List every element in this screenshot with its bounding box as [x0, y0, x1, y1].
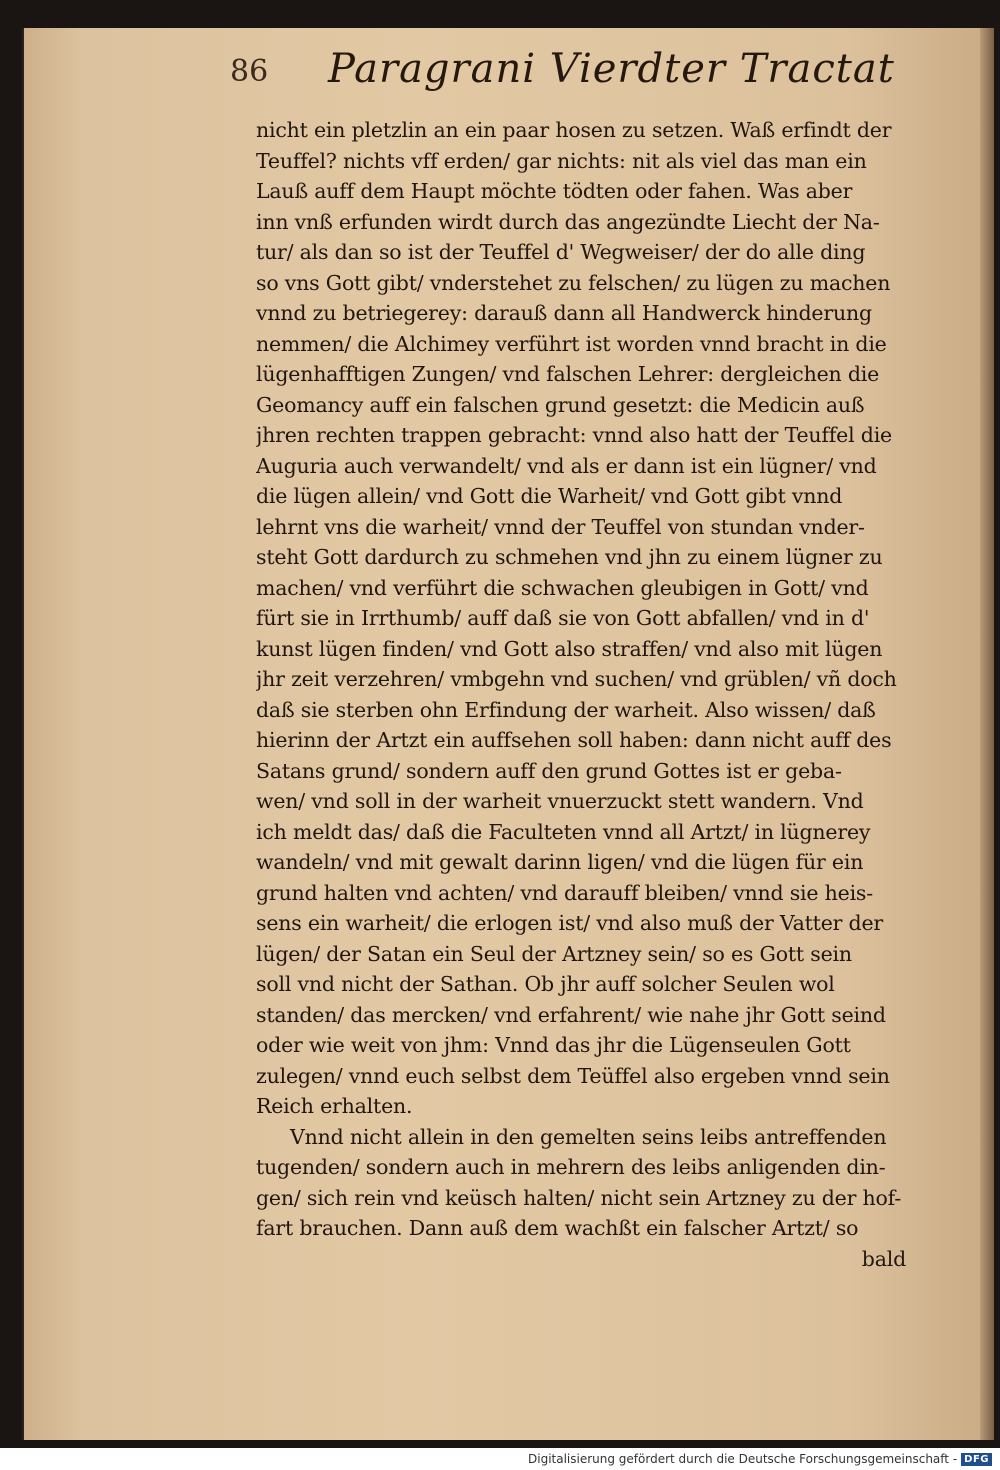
- text-line: die lügen allein/ vnd Gott die Warheit/ vnd Gott gibt vnnd: [256, 484, 843, 508]
- text-line: so vns Gott gibt/ vnderstehet zu felschen/ zu lügen zu machen: [256, 270, 891, 295]
- text-line: soll vnd nicht der Sathan. Ob jhr auff solcher Seulen wol: [256, 972, 835, 996]
- text-line: steht Gott dardurch zu schmehen vnd jhn zu einem lügner zu: [256, 545, 883, 569]
- body-text: [256, 115, 906, 1274]
- text-line: Auguria auch verwandelt/ vnd als er dann ist ein lügner/ vnd: [256, 453, 877, 478]
- text-line: daß sie sterben ohn Erfindung der warheit. Also wissen/ daß: [256, 697, 876, 722]
- text-line: nicht ein pletzlin an ein paar hosen zu setzen. Waß erfindt der: [256, 118, 892, 142]
- text-line: sens ein warheit/ die erlogen ist/ vnd also muß der Vatter der: [256, 911, 884, 935]
- paragraph-start-line: Vnnd nicht allein in den gemelten seins leibs antreffenden: [290, 1124, 887, 1149]
- text-line: grund halten vnd achten/ vnd darauff bleiben/ vnnd sie heis-: [256, 880, 873, 905]
- text-line: wandeln/ vnd mit gewalt darinn ligen/ vnd die lügen für ein: [256, 850, 864, 874]
- text-line: fürt sie in Irrthumb/ auff daß sie von Gott abfallen/ vnd in d': [256, 606, 870, 630]
- catchword: bald: [861, 1246, 906, 1271]
- text-line: ich meldt das/ daß die Faculteten vnnd all Artzt/ in lügnerey: [256, 819, 871, 844]
- text-line: Geomancy auff ein falschen grund gesetzt: die Medicin auß: [256, 392, 865, 417]
- text-line: gen/ sich rein vnd keüsch halten/ nicht sein Artzney zu der hof-: [256, 1185, 902, 1210]
- text-line: oder wie weit von jhm: Vnnd das jhr die Lügenseulen Gott: [256, 1033, 851, 1057]
- text-line: jhren rechten trappen gebracht: vnnd also hatt der Teuffel die: [256, 423, 892, 447]
- page-number: 86: [230, 54, 269, 89]
- dfg-logo-icon: DFG: [961, 1453, 992, 1466]
- text-line: Teuffel? nichts vff erden/ gar nichts: nit als viel das man ein: [256, 148, 867, 173]
- page-header: [230, 46, 895, 106]
- text-line: Reich erhalten.: [256, 1094, 413, 1118]
- text-line: inn vnß erfunden wirdt durch das angezündte Liecht der Na-: [256, 209, 880, 234]
- text-line: fart brauchen. Dann auß dem wachßt ein falscher Artzt/ so: [256, 1216, 859, 1240]
- text-line: standen/ das mercken/ vnd erfahrent/ wie nahe jhr Gott seind: [256, 1002, 886, 1027]
- text-line: Satans grund/ sondern auff den grund Gottes ist er geba-: [256, 758, 842, 783]
- text-line: zulegen/ vnnd euch selbst dem Teüffel also ergeben vnnd sein: [256, 1063, 890, 1088]
- text-line: jhr zeit verzehren/ vmbgehn vnd suchen/ vnd grüblen/ vñ doch: [256, 667, 897, 691]
- text-line: tur/ als dan so ist der Teuffel d' Wegweiser/ der do alle ding: [256, 240, 866, 264]
- text-line: machen/ vnd verführt die schwachen gleubigen in Gott/ vnd: [256, 575, 869, 600]
- text-line: vnnd zu betriegerey: darauß dann all Handwerck hinderung: [256, 301, 872, 325]
- text-line: lügenhafftigen Zungen/ vnd falschen Lehrer: dergleichen die: [256, 362, 880, 386]
- text-line: nemmen/ die Alchimey verführt ist worden vnnd bracht in die: [256, 331, 887, 356]
- page-edge-shadow: [980, 28, 994, 1440]
- text-line: wen/ vnd soll in der warheit vnuerzuckt stett wandern. Vnd: [256, 789, 864, 813]
- funding-credit: Digitalisierung gefördert durch die Deutsche Forschungsgemeinschaft -: [528, 1452, 958, 1466]
- text-line: lügen/ der Satan ein Seul der Artzney sein/ so es Gott sein: [256, 941, 852, 966]
- text-line: hierinn der Artzt ein auffsehen soll haben: dann nicht auff des: [256, 728, 892, 752]
- text-line: tugenden/ sondern auch in mehrern des leibs anligenden din-: [256, 1155, 886, 1179]
- text-line: Lauß auff dem Haupt möchte tödten oder fahen. Was aber: [256, 179, 853, 203]
- digitization-footer: [528, 1452, 992, 1466]
- text-line: lehrnt vns die warheit/ vnnd der Teuffel von stundan vnder-: [256, 514, 865, 539]
- running-title: Paragrani Vierdter Tractat: [328, 46, 895, 92]
- text-line: kunst lügen finden/ vnd Gott also straffen/ vnd also mit lügen: [256, 636, 883, 661]
